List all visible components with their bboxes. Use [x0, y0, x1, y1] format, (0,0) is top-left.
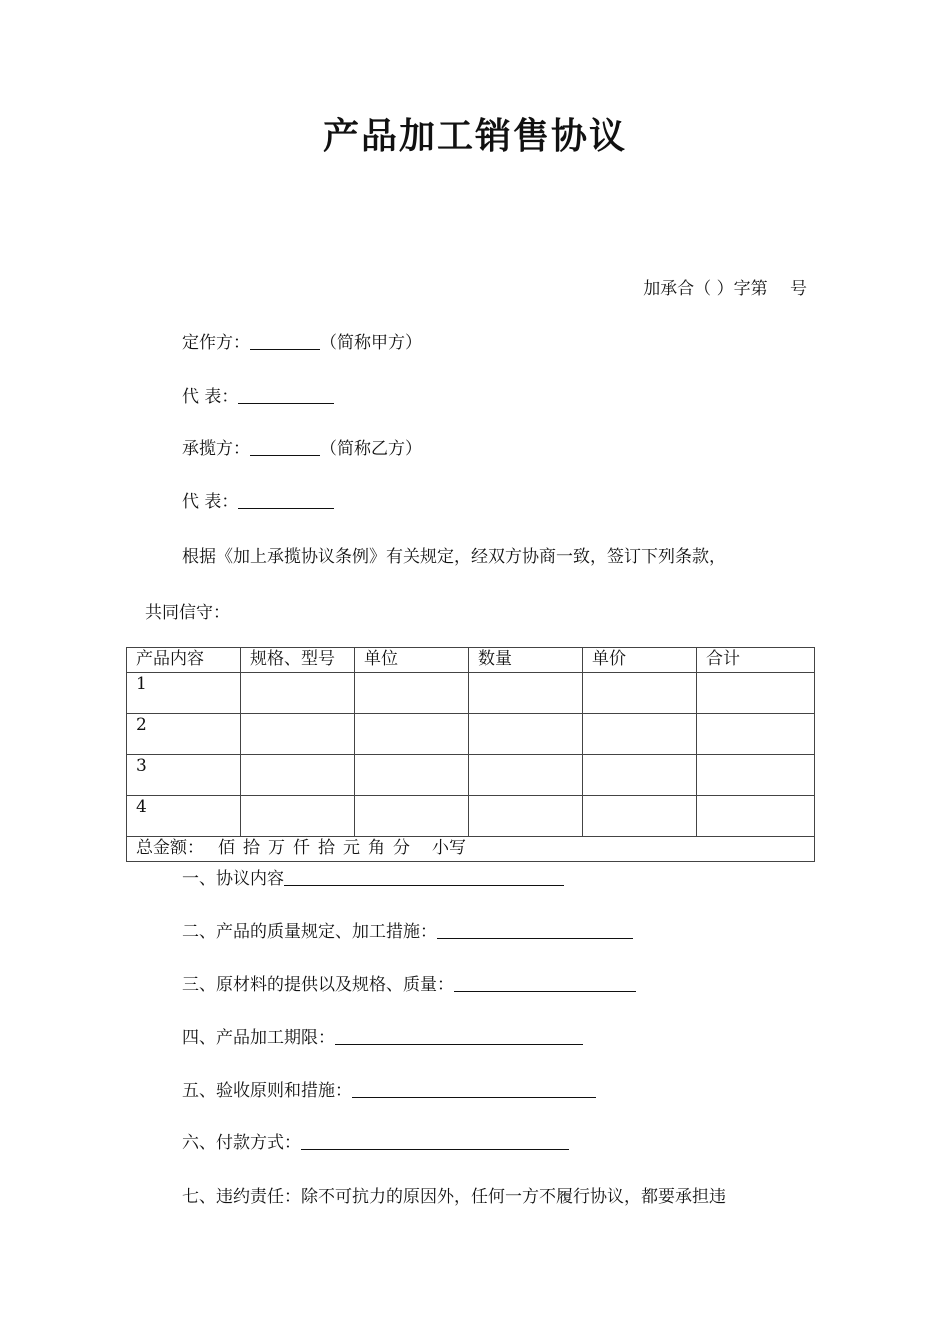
party-a-line	[182, 328, 422, 353]
party-b-representative-line	[182, 487, 334, 512]
table-total-row	[127, 837, 815, 862]
table-cell[interactable]	[469, 755, 583, 796]
clause-1-label: 一、协议内容	[182, 869, 284, 889]
party-a-label: 定作方：	[182, 333, 250, 353]
clause-5	[182, 1076, 596, 1101]
row-number-cell: 4	[127, 796, 241, 837]
table-row	[127, 714, 815, 755]
clause-6-blank[interactable]	[301, 1131, 569, 1150]
clause-3-blank[interactable]	[454, 973, 636, 992]
total-unit-qian: 仟	[293, 838, 318, 858]
party-b-blank[interactable]	[250, 437, 320, 456]
clause-4-label: 四、产品加工期限：	[182, 1028, 335, 1048]
header-spec-model: 规格、型号	[241, 648, 355, 673]
total-unit-wan: 万	[268, 838, 293, 858]
table-cell[interactable]	[469, 796, 583, 837]
total-unit-yuan: 元	[343, 838, 368, 858]
header-product-content: 产品内容	[127, 648, 241, 673]
intro-paragraph-line1: 根据《加上承揽协议条例》有关规定，经双方协商一致，签订下列条款，	[182, 547, 726, 567]
table-cell[interactable]	[583, 673, 697, 714]
clause-3-label: 三、原材料的提供以及规格、质量：	[182, 975, 454, 995]
clause-2-blank[interactable]	[437, 920, 633, 939]
clause-4-blank[interactable]	[335, 1026, 583, 1045]
table-cell[interactable]	[469, 714, 583, 755]
table-header-row	[127, 648, 815, 673]
table-cell[interactable]	[697, 755, 815, 796]
total-amount-label: 总金额：	[136, 838, 204, 858]
table-cell[interactable]	[241, 796, 355, 837]
clause-6-label: 六、付款方式：	[182, 1133, 301, 1153]
reference-number: 加承合（ ）字第 号	[643, 279, 807, 299]
party-b-label: 承揽方：	[182, 439, 250, 459]
header-unit-price: 单价	[583, 648, 697, 673]
table-cell[interactable]	[241, 714, 355, 755]
table-cell[interactable]	[355, 796, 469, 837]
party-a-representative-blank[interactable]	[238, 385, 334, 404]
table-cell[interactable]	[355, 755, 469, 796]
table-cell[interactable]	[241, 673, 355, 714]
table-cell[interactable]	[697, 673, 815, 714]
document-title: 产品加工销售协议	[322, 115, 627, 157]
total-amount-cell[interactable]	[127, 837, 815, 862]
party-b-line	[182, 434, 422, 459]
total-unit-fen: 分	[393, 838, 418, 858]
header-quantity: 数量	[469, 648, 583, 673]
clause-4	[182, 1023, 583, 1048]
header-unit: 单位	[355, 648, 469, 673]
table-cell[interactable]	[355, 714, 469, 755]
party-a-blank[interactable]	[250, 331, 320, 350]
table-cell[interactable]	[241, 755, 355, 796]
total-unit-bai: 佰	[218, 838, 243, 858]
table-row	[127, 755, 815, 796]
party-a-representative-label: 代 表：	[182, 387, 239, 407]
table-cell[interactable]	[697, 714, 815, 755]
total-unit-shi: 拾	[243, 838, 268, 858]
total-small-label: 小写	[432, 838, 466, 858]
table-cell[interactable]	[355, 673, 469, 714]
row-number-cell: 2	[127, 714, 241, 755]
party-b-representative-label: 代 表：	[182, 492, 239, 512]
table-cell[interactable]	[583, 796, 697, 837]
table-cell[interactable]	[469, 673, 583, 714]
product-table	[126, 647, 815, 862]
intro-paragraph-line2: 共同信守：	[145, 603, 230, 623]
party-a-suffix: （简称甲方）	[320, 333, 422, 353]
clause-3	[182, 970, 636, 995]
table-cell[interactable]	[583, 714, 697, 755]
clause-5-blank[interactable]	[352, 1079, 596, 1098]
party-a-representative-line	[182, 382, 334, 407]
clause-1-blank[interactable]	[284, 867, 564, 886]
party-b-suffix: （简称乙方）	[320, 439, 422, 459]
party-b-representative-blank[interactable]	[238, 490, 334, 509]
total-unit-jiao: 角	[368, 838, 393, 858]
clause-2-label: 二、产品的质量规定、加工措施：	[182, 922, 437, 942]
table-cell[interactable]	[583, 755, 697, 796]
row-number-cell: 1	[127, 673, 241, 714]
clause-1	[182, 864, 564, 889]
total-unit-shi-2: 拾	[318, 838, 343, 858]
clause-2	[182, 917, 633, 942]
table-row	[127, 673, 815, 714]
clause-7: 七、违约责任：除不可抗力的原因外，任何一方不履行协议，都要承担违	[182, 1187, 726, 1207]
table-row	[127, 796, 815, 837]
clause-5-label: 五、验收原则和措施：	[182, 1081, 352, 1101]
header-total: 合计	[697, 648, 815, 673]
table-cell[interactable]	[697, 796, 815, 837]
row-number-cell: 3	[127, 755, 241, 796]
clause-6	[182, 1128, 569, 1153]
